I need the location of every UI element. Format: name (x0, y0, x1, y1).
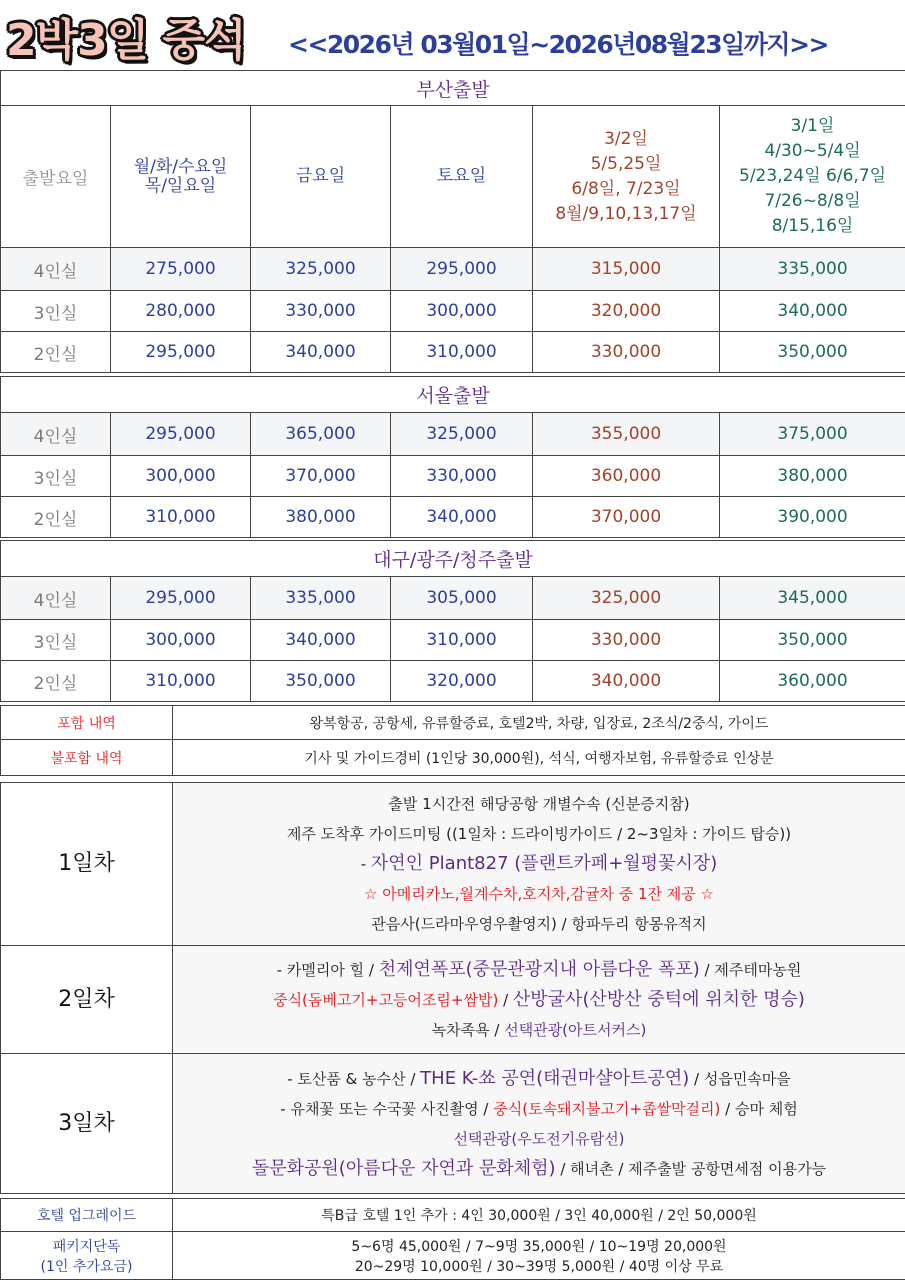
table-row (1, 456, 905, 497)
price-cell: 325,000 (533, 577, 720, 620)
price-cell: 340,000 (533, 661, 720, 702)
section-title-busan: 부산출발 (1, 71, 905, 106)
price-cell: 335,000 (251, 577, 391, 620)
room-type: 3인실 (1, 620, 111, 661)
price-cell: 325,000 (391, 413, 533, 456)
table-row (1, 291, 905, 332)
day2-l1b: 천제연폭포(중문관광지내 아름다운 폭포) (378, 958, 700, 980)
day3-line3: 선택관광(우도전기유람선) (453, 1129, 625, 1148)
day2-line3 (173, 1015, 905, 1045)
price-cell: 320,000 (533, 291, 720, 332)
price-cell: 370,000 (533, 497, 720, 538)
table-row (1, 577, 905, 620)
day3-l4b: / 해녀촌 / 제주출발 공항면세점 이용가능 (555, 1159, 827, 1178)
day3-l1a: - 토산품 & 농수산 / (287, 1069, 421, 1088)
table-row (1, 620, 905, 661)
day2-l1a: - 카멜리아 힐 / (276, 960, 379, 979)
price-cell: 345,000 (720, 577, 905, 620)
price-cell: 350,000 (251, 661, 391, 702)
day1-line5: 관음사(드라마우영우촬영지) / 항파두리 항몽유적지 (371, 915, 707, 933)
busan-price-table (0, 70, 905, 373)
price-cell: 300,000 (391, 291, 533, 332)
day1-line1: 출발 1시간전 해당공항 개별수속 (신분증지참) (388, 795, 690, 813)
day3-line1 (173, 1064, 905, 1094)
day2-line2 (173, 985, 905, 1015)
day2-l3a: 녹차족욕 / (431, 1020, 505, 1039)
itinerary-table (0, 782, 905, 1194)
price-cell: 340,000 (391, 497, 533, 538)
includes-text: 왕복항공, 공항세, 유류할증료, 호텔2박, 차량, 입장료, 2조식/2중식, 가이드 (173, 706, 905, 740)
peak1-line: 8월/9,10,13,17일 (555, 203, 697, 224)
day3-l1c: / 성읍민속마을 (689, 1069, 791, 1088)
day1-line3 (173, 849, 905, 879)
room-type: 3인실 (1, 291, 111, 332)
package-text (173, 1232, 905, 1280)
price-cell: 370,000 (251, 456, 391, 497)
price-cell: 330,000 (251, 291, 391, 332)
price-cell: 295,000 (391, 248, 533, 291)
peak1-line: 6/8일, 7/23일 (571, 178, 681, 199)
price-cell: 310,000 (391, 620, 533, 661)
price-cell: 295,000 (111, 413, 251, 456)
table-row (1, 497, 905, 538)
peak2-line: 7/26~8/8일 (764, 191, 861, 211)
room-type: 4인실 (1, 577, 111, 620)
day1-line2: 제주 도착후 가이드미팅 ((1일차 : 드라이빙가이드 / 2~3일차 : 가이드 탑승)) (286, 825, 792, 843)
price-cell: 365,000 (251, 413, 391, 456)
day3-l2a: - 유채꽃 또는 수국꽃 사진촬영 / (280, 1099, 494, 1118)
room-type: 4인실 (1, 248, 111, 291)
day3-l2c: / 승마 체험 (720, 1099, 798, 1118)
price-cell: 325,000 (251, 248, 391, 291)
price-cell: 360,000 (533, 456, 720, 497)
header-weekday-line1: 월/화/수요일 (133, 156, 228, 177)
table-row (1, 248, 905, 291)
day2-schedule (173, 946, 905, 1054)
price-cell: 295,000 (111, 332, 251, 373)
peak1-line: 3/2일 (604, 128, 648, 149)
price-cell: 330,000 (391, 456, 533, 497)
day3-l4a: 돌문화공원(아름다운 자연과 문화체험) (251, 1157, 556, 1179)
banner-title: 2박3일 중석 (6, 15, 246, 66)
price-cell: 310,000 (111, 497, 251, 538)
upgrade-text: 특B급 호텔 1인 추가 : 4인 30,000원 / 3인 40,000원 / 2인 50,000원 (173, 1199, 905, 1232)
day2-l2b: / (498, 990, 513, 1009)
excludes-label: 불포함 내역 (1, 740, 173, 776)
excludes-text: 기사 및 가이드경비 (1인당 30,000원), 석식, 여행자보험, 유류할증료 인상분 (173, 740, 905, 776)
room-type: 4인실 (1, 413, 111, 456)
room-type: 2인실 (1, 661, 111, 702)
inclusion-table (0, 705, 905, 776)
package-label (1, 1232, 173, 1280)
includes-label: 포함 내역 (1, 706, 173, 740)
package-label-line1: 패키지단독 (52, 1238, 121, 1255)
header-departure-day: 출발요일 (1, 106, 111, 248)
room-type: 3인실 (1, 456, 111, 497)
day2-label: 2일차 (1, 946, 173, 1054)
price-cell: 310,000 (111, 661, 251, 702)
package-label-line2: (1인 추가요금) (40, 1258, 133, 1275)
table-row (1, 661, 905, 702)
header-peak1 (533, 106, 720, 248)
day1-line4: ☆ 아메리카노,월계수차,호지차,감귤차 중 1잔 제공 ☆ (364, 885, 714, 903)
day1-label: 1일차 (1, 783, 173, 946)
header-weekday (111, 106, 251, 248)
price-cell: 350,000 (720, 620, 905, 661)
price-cell: 315,000 (533, 248, 720, 291)
price-cell: 295,000 (111, 577, 251, 620)
day3-l2b: 중식(토속돼지불고기+좁쌀막걸리) (493, 1099, 721, 1118)
price-cell: 340,000 (251, 620, 391, 661)
table-row (1, 332, 905, 373)
price-cell: 330,000 (533, 620, 720, 661)
price-cell: 340,000 (720, 291, 905, 332)
day3-line4 (173, 1154, 905, 1184)
day3-label: 3일차 (1, 1054, 173, 1194)
extras-table (0, 1198, 905, 1280)
room-type: 2인실 (1, 332, 111, 373)
day3-line2 (173, 1094, 905, 1124)
header-weekday-line2: 목/일요일 (144, 175, 217, 196)
day3-l1b: THE K-쑈 공연(태권마샬아트공연) (420, 1067, 690, 1089)
peak2-line: 8/15,16일 (771, 216, 854, 236)
header-banner (0, 0, 905, 70)
peak2-line: 3/1일 (790, 116, 835, 136)
section-title-daegu: 대구/광주/청주출발 (1, 541, 905, 577)
day1-highlight: 자연인 Plant827 (플랜트카페+월평꽃시장) (370, 853, 718, 874)
price-cell: 275,000 (111, 248, 251, 291)
peak1-line: 5/5,25일 (590, 153, 662, 174)
header-peak2 (720, 106, 905, 248)
banner-period: <<2026년 03월01일~2026년08월23일까지>> (288, 30, 828, 59)
day2-l2a: 중식(돔베고기+고등어조림+쌈밥) (273, 990, 499, 1009)
upgrade-label: 호텔 업그레이드 (1, 1199, 173, 1232)
price-cell: 300,000 (111, 620, 251, 661)
price-cell: 390,000 (720, 497, 905, 538)
day2-l3b: 선택관광(아트서커스) (504, 1020, 647, 1039)
daegu-price-table (0, 540, 905, 702)
price-cell: 335,000 (720, 248, 905, 291)
table-row (1, 413, 905, 456)
day2-l2c: 산방굴사(산방산 중턱에 위치한 명승) (512, 988, 805, 1010)
header-saturday: 토요일 (391, 106, 533, 248)
price-cell: 375,000 (720, 413, 905, 456)
peak2-line: 4/30~5/4일 (764, 141, 861, 161)
day2-line1 (173, 955, 905, 985)
price-cell: 355,000 (533, 413, 720, 456)
package-text-line1: 5~6명 45,000원 / 7~9명 35,000원 / 10~19명 20,000원 (351, 1238, 727, 1255)
peak2-line: 5/23,24일 6/6,7일 (739, 166, 887, 186)
day2-l1c: / 제주테마농원 (699, 960, 802, 979)
price-cell: 380,000 (251, 497, 391, 538)
price-cell: 380,000 (720, 456, 905, 497)
price-cell: 330,000 (533, 332, 720, 373)
price-cell: 300,000 (111, 456, 251, 497)
day3-schedule (173, 1054, 905, 1194)
price-cell: 360,000 (720, 661, 905, 702)
section-title-seoul: 서울출발 (1, 377, 905, 413)
price-cell: 305,000 (391, 577, 533, 620)
price-cell: 280,000 (111, 291, 251, 332)
room-type: 2인실 (1, 497, 111, 538)
seoul-price-table (0, 376, 905, 538)
price-cell: 310,000 (391, 332, 533, 373)
package-text-line2: 20~29명 10,000원 / 30~39명 5,000원 / 40명 이상 무료 (354, 1258, 724, 1275)
header-friday: 금요일 (251, 106, 391, 248)
day1-schedule (173, 783, 905, 946)
price-cell: 320,000 (391, 661, 533, 702)
day1-line3-prefix: - (360, 855, 371, 873)
price-cell: 340,000 (251, 332, 391, 373)
price-cell: 350,000 (720, 332, 905, 373)
